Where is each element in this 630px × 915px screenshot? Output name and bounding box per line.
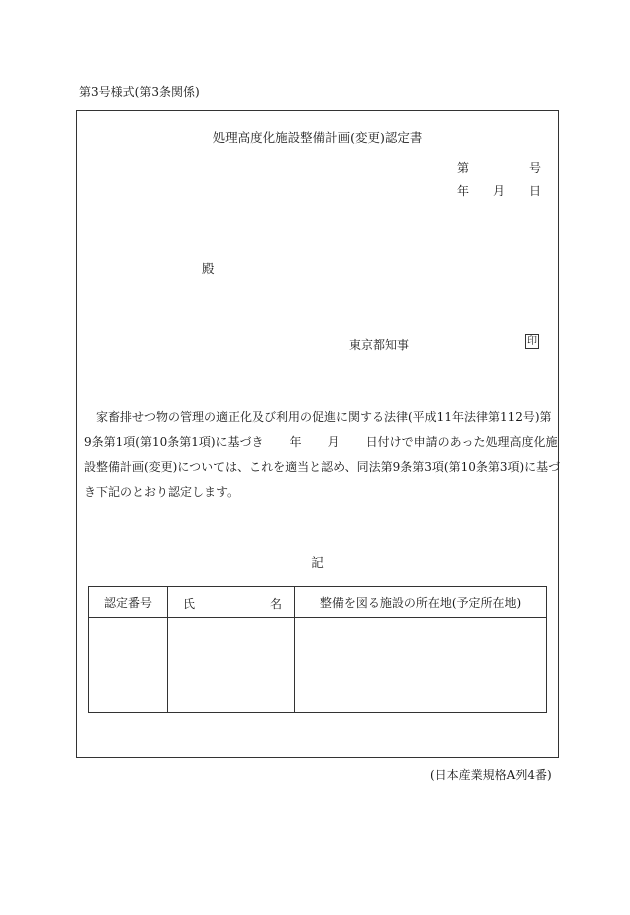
document-title: 処理高度化施設整備計画(変更)認定書 xyxy=(212,130,423,145)
date-day: 日 xyxy=(529,184,542,198)
date-month: 月 xyxy=(493,184,506,198)
body-line-4: き下記のとおり認定します。 xyxy=(84,485,240,499)
footer-note: (日本産業規格A列4番) xyxy=(430,768,552,782)
header-cert-number: 認定番号 xyxy=(89,587,168,618)
certificate-frame xyxy=(76,110,559,758)
form-label: 第3号様式(第3条関係) xyxy=(79,85,200,99)
body-line-2-d: 日付けで申請のあった処理高度化施 xyxy=(365,435,558,449)
record-mark: 記 xyxy=(311,555,324,570)
table-row xyxy=(89,618,547,713)
header-name-right: 名 xyxy=(269,597,282,611)
body-line-1: 家畜排せつ物の管理の適正化及び利用の促進に関する法律(平成11年法律第112号)第 xyxy=(96,410,552,424)
body-line-2 xyxy=(84,430,558,455)
addressee-honorific: 殿 xyxy=(202,261,215,276)
body-text xyxy=(84,405,561,505)
body-line-2-month: 月 xyxy=(327,435,340,449)
body-line-3: 設整備計画(変更)については、これを適当と認め、同法第9条第3項(第10条第3項)に基づ xyxy=(84,460,561,474)
body-line-2-year: 年 xyxy=(289,435,302,449)
header-name-left: 氏 xyxy=(183,597,196,611)
seal-mark: 印 xyxy=(527,336,537,347)
number-suffix: 号 xyxy=(529,161,542,175)
number-prefix: 第 xyxy=(457,161,470,175)
body-line-2-a: 9条第1項(第10条第1項)に基づき xyxy=(84,435,264,449)
header-name xyxy=(168,587,295,618)
table-header-row xyxy=(89,587,547,618)
cell-facility-location xyxy=(295,618,547,713)
cell-cert-number xyxy=(89,618,168,713)
cell-name xyxy=(168,618,295,713)
certification-table xyxy=(88,586,547,713)
date-year: 年 xyxy=(457,184,470,198)
issuer: 東京都知事 xyxy=(349,338,410,352)
header-facility-location: 整備を図る施設の所在地(予定所在地) xyxy=(295,587,547,618)
